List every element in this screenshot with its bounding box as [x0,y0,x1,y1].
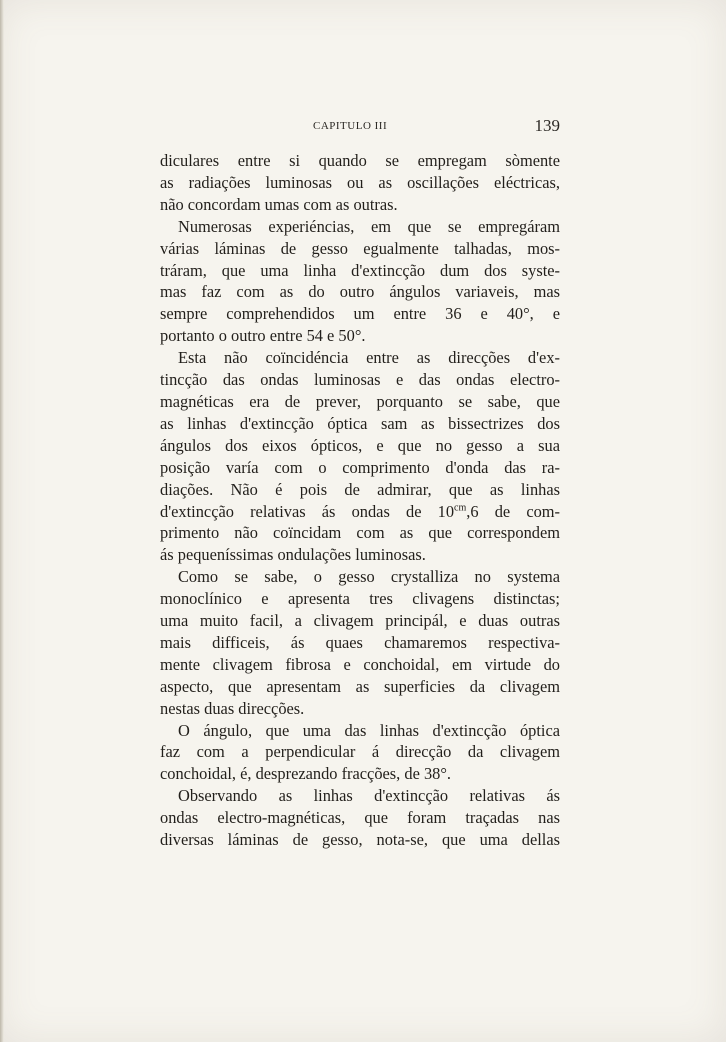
text-line: monoclínico e apresenta tres clivagens distinctas; [160,589,560,609]
text-line: mais difficeis, ás quaes chamaremos respectiva- [160,632,560,652]
text-line: aspecto, que apresentam as superficies da clivagem [160,676,560,696]
text-line: faz com a perpendicular á direcção da clivagem [160,742,560,762]
text-line: mente clivagem fibrosa e conchoidal, em virtude do [160,654,560,674]
text-line: diculares entre si quando se empregam sòmente [160,151,560,170]
running-head: CAPITULO III [313,120,388,132]
text-line: uma muito facil, a clivagem principál, e duas outras [160,611,560,631]
text-line: ás pequeníssimas ondulações luminosas. [160,545,426,565]
page-number: 139 [534,116,560,135]
text-line: mas faz com as do outro ángulos variaveis, mas [160,282,560,302]
text-line: nestas duas direcções. [160,698,305,718]
page-left-edge [0,0,4,1042]
text-line: Esta não coïncidéncia entre as direcções d'ex- [178,348,560,368]
text-line: primento não coïncidam com as que correspondem [160,523,560,543]
body-text [160,150,560,851]
text-line: portanto o outro entre 54 e 50°. [160,326,366,346]
text-line: Observando as linhas d'extincção relativas ás [178,786,560,806]
text-line: tráram, que uma linha d'extincção dum dos syste- [160,260,560,280]
text-line: tincção das ondas luminosas e das ondas electro- [160,370,560,390]
text-line: sempre comprehendidos um entre 36 e 40°, e [160,304,560,324]
text-line: Como se sabe, o gesso crystalliza no systema [178,567,560,587]
page-header [160,116,560,138]
text-line: diações. Não é pois de admirar, que as linhas [160,479,560,499]
text-line: ondas electro-magnéticas, que foram traçadas nas [160,808,560,828]
text-line: ángulos dos eixos ópticos, e que no gesso a sua [160,435,560,455]
text-line: magnéticas era de prever, porquanto se sabe, que [160,391,560,411]
text-line: não concordam umas com as outras. [160,194,398,214]
text-line: Numerosas experiéncias, em que se empregáram [178,216,560,236]
text-line: diversas láminas de gesso, nota-se, que uma dellas [160,830,560,850]
text-line: conchoidal, é, desprezando fracções, de 38°. [160,764,451,784]
text-line: d'extincção relativas ás ondas de $10^{cm},6$ de com- [160,501,560,521]
text-line: O ángulo, que uma das linhas d'extincção óptica [178,720,560,740]
text-line: as radiações luminosas ou as oscillações eléctricas, [160,172,560,192]
text-line: posição varía com o comprimento d'onda das ra- [160,457,560,477]
text-line: as linhas d'extincção óptica sam as bissectrizes dos [160,413,560,433]
text-line: várias láminas de gesso egualmente talhadas, mos- [160,238,560,258]
